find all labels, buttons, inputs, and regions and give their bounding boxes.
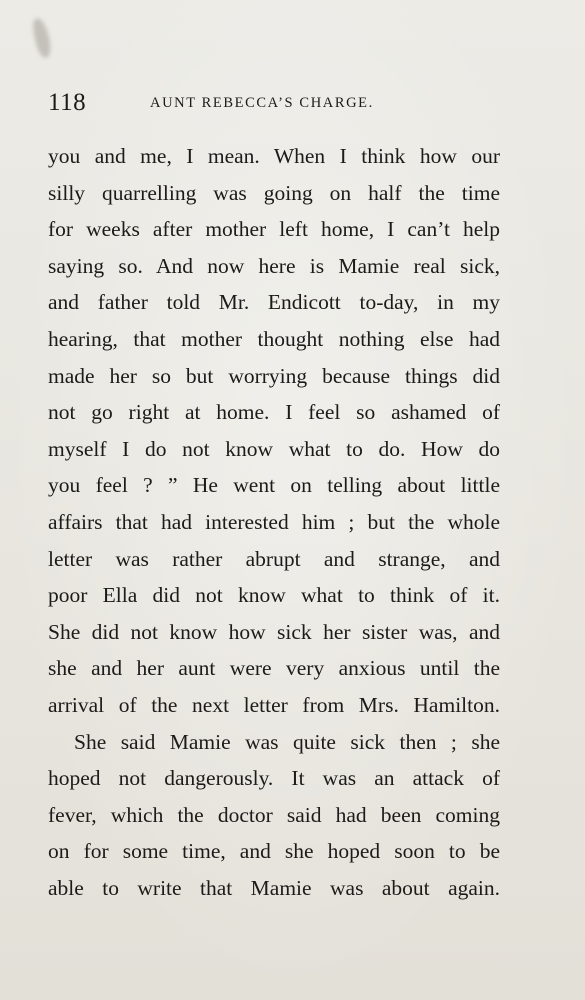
text-line: myself I do not know what to do. How do <box>48 436 500 461</box>
text-line: silly quarrelling was going on half the time <box>48 180 500 205</box>
text-line: for weeks after mother left home, I can’t help <box>48 217 500 242</box>
text-line: arrival of the next letter from Mrs. Hamilton. <box>48 692 500 717</box>
body-text <box>48 138 500 906</box>
running-title: AUNT REBECCA’S CHARGE. <box>150 95 374 111</box>
text-line: hoped not dangerously. It was an attack of <box>48 766 500 791</box>
page-smudge <box>31 17 53 59</box>
text-line: fever, which the doctor said had been coming <box>48 802 500 827</box>
text-line: affairs that had interested him ; but the whole <box>48 509 500 534</box>
page-number: 118 <box>48 89 87 116</box>
text-line: made her so but worrying because things did <box>48 363 500 388</box>
text-line: and father told Mr. Endicott to-day, in my <box>48 290 500 315</box>
text-line: able to write that Mamie was about again. <box>48 875 500 900</box>
text-line: poor Ella did not know what to think of it. <box>48 583 500 608</box>
text-line: hearing, that mother thought nothing else had <box>48 326 500 351</box>
text-line: saying so. And now here is Mamie real sick, <box>48 253 500 278</box>
text-line: letter was rather abrupt and strange, and <box>48 546 500 571</box>
text-line: you feel ? ” He went on telling about little <box>48 473 500 498</box>
page-header <box>48 86 500 120</box>
text-line: she and her aunt were very anxious until the <box>48 656 500 681</box>
text-line: not go right at home. I feel so ashamed of <box>48 400 500 425</box>
text-line: She said Mamie was quite sick then ; she <box>74 729 500 754</box>
text-line: you and me, I mean. When I think how our <box>48 144 500 168</box>
text-line: She did not know how sick her sister was, and <box>48 619 500 644</box>
text-line: on for some time, and she hoped soon to be <box>48 839 500 864</box>
